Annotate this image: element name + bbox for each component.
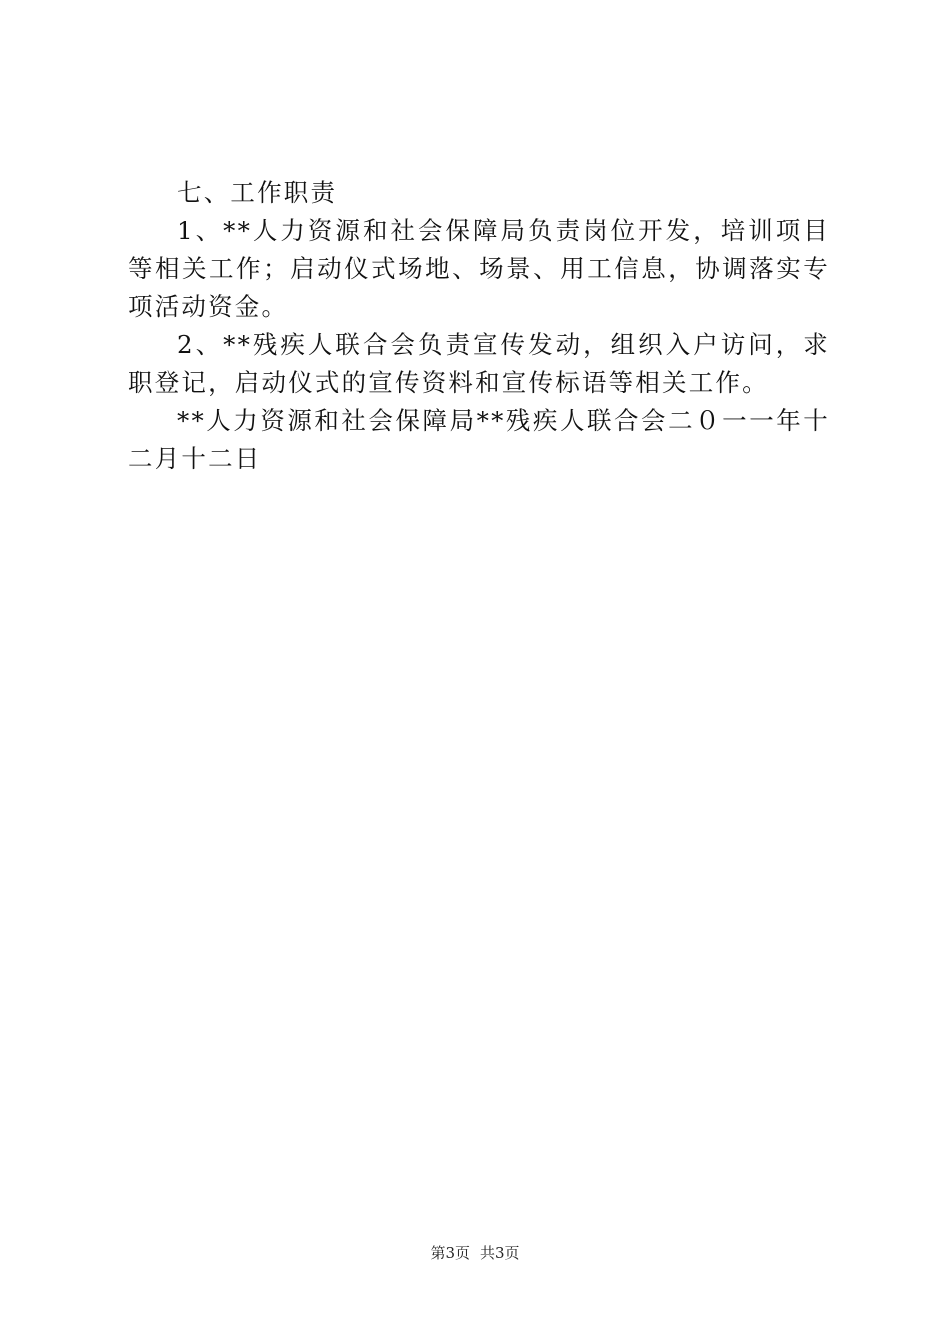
paragraph-item-1: 1、**人力资源和社会保障局负责岗位开发，培训项目等相关工作；启动仪式场地、场景、用工信息，协调落实专项活动资金。 <box>128 216 830 321</box>
signature-date-paragraph: **人力资源和社会保障局**残疾人联合会二０一一年十二月十二日 <box>128 406 830 473</box>
page-number-current: 第3页 <box>430 1244 470 1262</box>
page-footer <box>0 1243 950 1263</box>
document-body <box>128 174 830 478</box>
paragraph-item-2: 2、**残疾人联合会负责宣传发动，组织入户访问，求职登记，启动仪式的宣传资料和宣传标语等相关工作。 <box>128 330 830 397</box>
page-number-total: 共3页 <box>480 1244 520 1262</box>
section-heading: 七、工作职责 <box>177 178 338 207</box>
